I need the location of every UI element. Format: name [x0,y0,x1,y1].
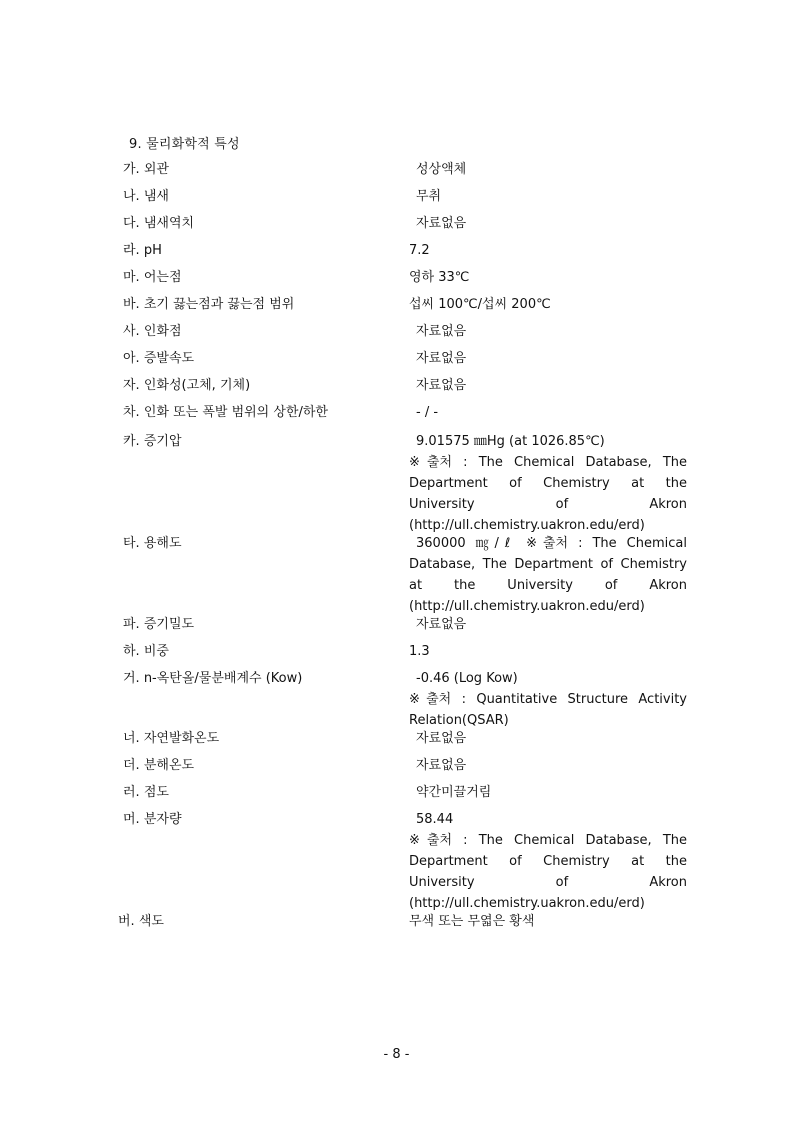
source-note: ※출처 : The Chemical Database, The Department of Chemistry at the University of Akron (http://ull.chemistry.uakron.edu/erd) [409,833,687,911]
property-value: 자료없음 [416,351,467,366]
property-label: 자. 인화성(고체, 기체) [123,378,251,393]
property-value: 9.01575 ㎜Hg (at 1026.85℃) [416,434,605,449]
property-label: 라. pH [123,243,162,258]
property-value-block [409,668,687,731]
property-value: - / - [416,405,439,420]
property-label: 더. 분해온도 [123,758,195,773]
property-value: 자료없음 [416,378,467,393]
property-value: 58.44 [416,812,454,827]
property-value: 자료없음 [416,324,467,339]
property-label: 너. 자연발화온도 [123,731,220,746]
property-value-block [409,431,687,536]
property-value: 영하 33℃ [409,270,470,285]
property-label: 가. 외관 [123,162,169,177]
property-value: 성상액체 [416,162,467,177]
page-number: - 8 - [383,1047,410,1062]
property-label: 다. 냄새역치 [123,216,195,231]
property-label: 머. 분자량 [123,812,182,827]
property-value: 자료없음 [416,731,467,746]
property-label: 차. 인화 또는 폭발 범위의 상한/하한 [123,405,328,420]
property-label: 타. 용해도 [123,536,182,551]
section-title: 9. 물리화학적 특성 [129,137,240,152]
property-label: 러. 점도 [123,785,169,800]
source-note: ※출처 : Quantitative Structure Activity Relation(QSAR) [409,692,687,728]
property-label: 하. 비중 [123,644,169,659]
property-label: 바. 초기 끓는점과 끓는점 범위 [123,297,295,312]
property-label: 아. 증발속도 [123,351,195,366]
property-value: -0.46 (Log Kow) [416,671,518,686]
property-label: 카. 증기압 [123,434,182,449]
source-note: ※출처 : The Chemical Database, The Department of Chemistry at the University of Akron (http://ull.chemistry.uakron.edu/erd) [409,455,687,533]
property-value: 무색 또는 무엷은 황색 [409,914,535,929]
property-value: 약간미끌거림 [416,785,492,800]
property-value: 자료없음 [416,617,467,632]
property-value: 자료없음 [416,758,467,773]
property-value: 360000 ㎎/ℓ ※출처 : The Chemical Database, The Department of Chemistry at the University of Akron (http://ull.chemistry.uakron.edu/erd) [409,536,687,614]
property-value: 자료없음 [416,216,467,231]
property-label: 나. 냄새 [123,189,169,204]
property-value: 1.3 [409,644,430,659]
property-label: 파. 증기밀도 [123,617,195,632]
property-value: 7.2 [409,243,430,258]
property-value: 섭씨 100℃/섭씨 200℃ [409,297,551,312]
property-label: 거. n-옥탄올/물분배계수 (Kow) [123,671,303,686]
property-label: 사. 인화점 [123,324,182,339]
property-label: 마. 어는점 [123,270,182,285]
property-value: 무취 [416,189,442,204]
property-label: 버. 색도 [118,914,164,929]
property-value-block [409,809,687,914]
